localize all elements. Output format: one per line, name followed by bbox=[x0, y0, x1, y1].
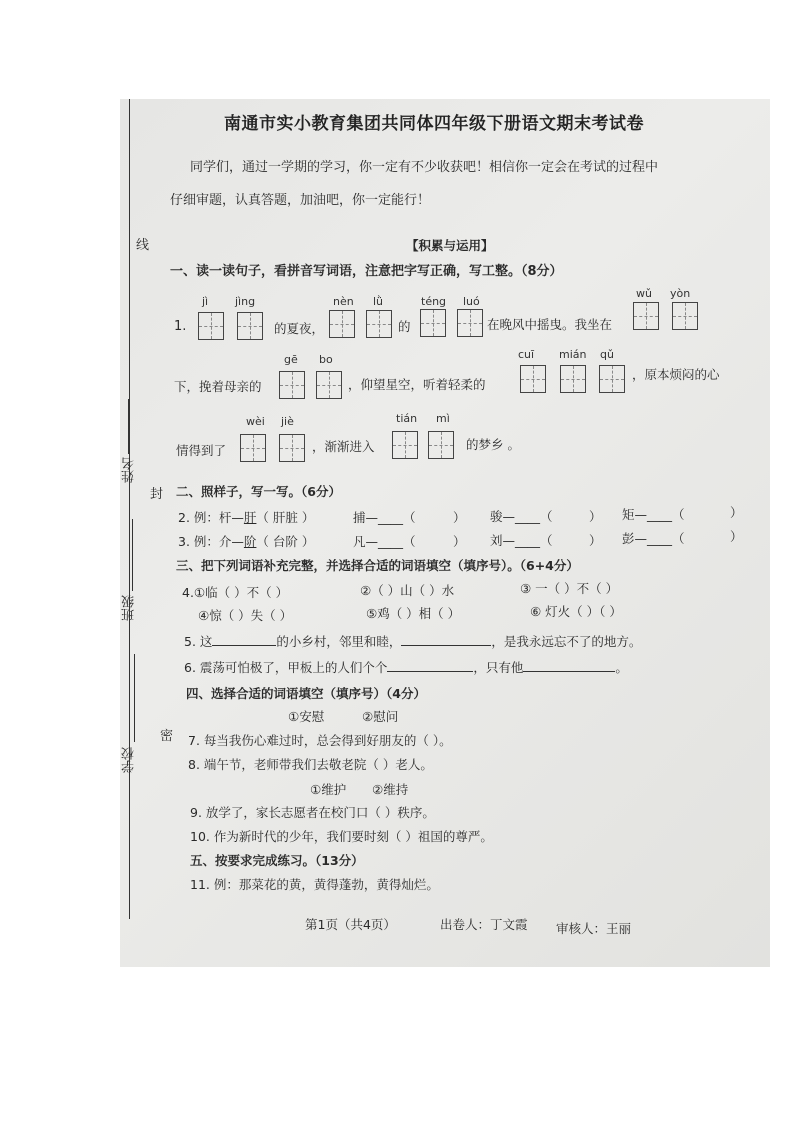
fill-blank[interactable] bbox=[523, 659, 615, 672]
q2-example: 2. 例：杆— bbox=[178, 510, 244, 525]
answer-box[interactable] bbox=[560, 365, 586, 393]
q3-text: 的小乡村，邻里和睦， bbox=[276, 634, 402, 649]
pinyin: lǜ bbox=[373, 295, 384, 308]
q1-text: 的 bbox=[398, 319, 411, 334]
answer-box[interactable] bbox=[520, 365, 546, 393]
q4-option: ①安慰 bbox=[288, 709, 325, 724]
q3-idiom: 4.①临（ ）不（ ） bbox=[182, 585, 289, 600]
fill-blank[interactable] bbox=[387, 659, 473, 672]
exam-title: 南通市实小教育集团共同体四年级下册语文期末考试卷 bbox=[224, 114, 644, 134]
pinyin: nèn bbox=[333, 295, 354, 308]
q4-item: 10. 作为新时代的少年，我们要时刻（ ）祖国的尊严。 bbox=[190, 829, 493, 844]
q2-item: ） bbox=[453, 534, 466, 549]
answer-box[interactable] bbox=[198, 312, 224, 340]
q2-example-answer: 阶 bbox=[243, 534, 257, 549]
q2-item: 彭—____（ bbox=[622, 531, 685, 546]
q2-item: ） bbox=[453, 510, 466, 525]
intro-line-2: 仔细审题，认真答题，加油吧，你一定能行！ bbox=[170, 193, 431, 208]
q1-heading: 一、读一读句子，看拼音写词语，注意把字写正确，写工整。（8分） bbox=[170, 264, 563, 279]
answer-box[interactable] bbox=[392, 431, 418, 459]
q3-line-6 bbox=[184, 658, 628, 676]
footer-author: 出卷人：丁文霞 bbox=[440, 917, 528, 932]
q2-row-3 bbox=[178, 532, 314, 550]
q2-row-2 bbox=[178, 508, 314, 526]
q4-heading: 四、选择合适的词语填空（填序号）（4分） bbox=[186, 686, 426, 701]
margin-mi: 密 bbox=[160, 729, 174, 744]
q5-heading: 五、按要求完成练习。（13分） bbox=[190, 853, 364, 868]
pinyin: tián bbox=[396, 412, 418, 425]
q3-line-5 bbox=[184, 632, 641, 650]
q2-example-answer: 肝 bbox=[243, 510, 257, 525]
pinyin: cuī bbox=[518, 348, 535, 361]
q1-text: ，渐渐进入 bbox=[312, 439, 375, 454]
q1-text: ，仰望星空，听着轻柔的 bbox=[348, 377, 486, 392]
margin-xian: 线 bbox=[136, 238, 150, 253]
fill-blank[interactable] bbox=[401, 633, 491, 646]
footer-page: 第1页（共4页） bbox=[305, 917, 396, 932]
answer-box[interactable] bbox=[457, 309, 483, 337]
q2-item: ） bbox=[589, 533, 602, 548]
q5-item: 11. 例：那菜花的黄，黄得蓬勃，黄得灿烂。 bbox=[190, 877, 439, 892]
q3-idiom: ③ 一（ ）不（ ） bbox=[520, 581, 619, 596]
q1-text: ，原本烦闷的心 bbox=[632, 367, 720, 382]
answer-box[interactable] bbox=[316, 371, 342, 399]
q1-text: 下，挽着母亲的 bbox=[174, 379, 262, 394]
q3-idiom: ②（ ）山（ ）水 bbox=[360, 583, 455, 598]
pinyin: mián bbox=[559, 348, 587, 361]
q2-example-word: （ 肝脏 ） bbox=[256, 510, 315, 525]
pinyin: téng bbox=[421, 295, 447, 308]
q4-option: ②慰问 bbox=[362, 709, 399, 724]
q2-item: 矩—____（ bbox=[622, 507, 685, 522]
pinyin: wǔ bbox=[636, 287, 652, 300]
exam-photo bbox=[120, 99, 770, 967]
fill-blank[interactable] bbox=[212, 633, 276, 646]
pinyin: jiè bbox=[281, 415, 294, 428]
q3-text: 5. 这 bbox=[184, 634, 213, 649]
q2-item: 刘—____（ bbox=[490, 533, 553, 548]
q2-item: 捕—____（ bbox=[353, 510, 416, 525]
q1-num: 1. bbox=[174, 319, 187, 334]
q4-option: ①维护 bbox=[310, 782, 347, 797]
margin-name-label: 姓名 bbox=[122, 457, 137, 483]
q2-heading: 二、照样子，写一写。（6分） bbox=[176, 484, 341, 499]
answer-box[interactable] bbox=[672, 302, 698, 330]
q2-example: 3. 例：介— bbox=[178, 534, 244, 549]
pinyin: bo bbox=[319, 353, 333, 366]
margin-feng: 封 bbox=[150, 487, 164, 502]
answer-box[interactable] bbox=[237, 312, 263, 340]
q2-item: 凡—____（ bbox=[353, 534, 416, 549]
footer-reviewer: 审核人：王丽 bbox=[556, 921, 632, 936]
q4-item: 9. 放学了，家长志愿者在校门口（ ）秩序。 bbox=[190, 805, 435, 820]
q3-text: 。 bbox=[615, 660, 628, 675]
answer-box[interactable] bbox=[633, 302, 659, 330]
answer-box[interactable] bbox=[420, 309, 446, 337]
pinyin: qǔ bbox=[600, 348, 614, 361]
answer-box[interactable] bbox=[366, 310, 392, 338]
intro-line-1: 同学们，通过一学期的学习，你一定有不少收获吧！相信你一定会在考试的过程中 bbox=[190, 160, 659, 175]
q3-idiom: ⑤鸡（ ）相（ ） bbox=[366, 606, 461, 621]
q3-idiom: ④惊（ ）失（ ） bbox=[198, 608, 293, 623]
pinyin: wèi bbox=[246, 415, 265, 428]
q4-item: 8. 端午节，老师带我们去敬老院（ ）老人。 bbox=[188, 757, 433, 772]
pinyin: yòn bbox=[670, 287, 691, 300]
pinyin: jì bbox=[202, 295, 209, 308]
answer-box[interactable] bbox=[279, 371, 305, 399]
answer-box[interactable] bbox=[599, 365, 625, 393]
school-field-line bbox=[134, 654, 135, 742]
q3-text: ，是我永远忘不了的地方。 bbox=[491, 634, 642, 649]
answer-box[interactable] bbox=[329, 310, 355, 338]
binding-line bbox=[129, 99, 130, 919]
answer-box[interactable] bbox=[240, 434, 266, 462]
q2-item: ） bbox=[589, 509, 602, 524]
q3-idiom: ⑥ 灯火（ ）（ ） bbox=[530, 604, 622, 619]
q2-item: 骏—____（ bbox=[490, 509, 553, 524]
pinyin: luó bbox=[463, 295, 480, 308]
q3-heading: 三、把下列词语补充完整，并选择合适的词语填空（填序号）。（6+4分） bbox=[176, 558, 579, 573]
section-header: 【积累与运用】 bbox=[406, 238, 494, 253]
margin-school-label: 学校 bbox=[122, 747, 137, 773]
q1-text: 的梦乡 。 bbox=[466, 437, 520, 452]
q2-item: ） bbox=[730, 505, 743, 520]
q1-text: 情得到了 bbox=[176, 443, 227, 458]
q1-text: 的夏夜， bbox=[274, 321, 325, 336]
q2-example-word: （ 台阶 ） bbox=[256, 534, 315, 549]
q1-text: 在晚风中摇曳。我坐在 bbox=[487, 317, 613, 332]
q4-option: ②维持 bbox=[372, 782, 409, 797]
name-field-line bbox=[128, 399, 129, 454]
class-field-line bbox=[132, 519, 133, 591]
answer-box[interactable] bbox=[279, 434, 305, 462]
exam-paper bbox=[120, 99, 770, 967]
answer-box[interactable] bbox=[428, 431, 454, 459]
q2-item: ） bbox=[730, 529, 743, 544]
q3-text: ，只有他 bbox=[473, 660, 524, 675]
pinyin: gē bbox=[284, 353, 298, 366]
q4-item: 7. 每当我伤心难过时，总会得到好朋友的（ ）。 bbox=[188, 733, 452, 748]
margin-class-label: 班级 bbox=[122, 595, 137, 621]
pinyin: mì bbox=[436, 412, 450, 425]
q3-text: 6. 震荡可怕极了，甲板上的人们个个 bbox=[184, 660, 388, 675]
pinyin: jìng bbox=[235, 295, 256, 308]
